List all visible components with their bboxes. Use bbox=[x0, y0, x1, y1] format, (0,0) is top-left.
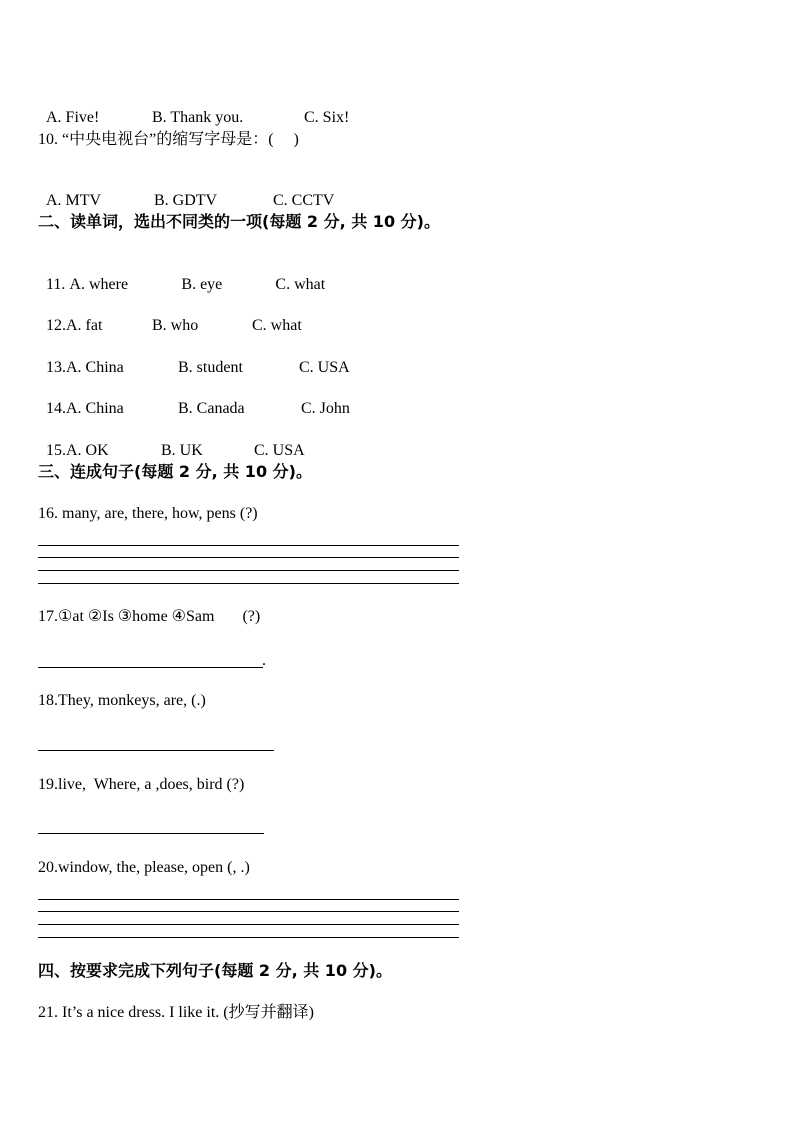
q13-number: 13. bbox=[46, 359, 66, 376]
q12-option-a: A. fat bbox=[66, 317, 103, 334]
q15 bbox=[38, 421, 305, 461]
section-2-title: 二、读单词，选出不同类的一项(每题 2 分, 共 10 分)。 bbox=[38, 212, 440, 231]
answer-line bbox=[38, 937, 459, 938]
q18: 18.They, monkeys, are, (.) bbox=[38, 692, 206, 709]
q11-option-c: C. what bbox=[275, 276, 326, 293]
answer-line bbox=[38, 570, 459, 571]
q10-option-c: C. CCTV bbox=[273, 192, 335, 209]
q10-options bbox=[38, 171, 334, 211]
answer-line bbox=[38, 545, 459, 546]
q13-option-b: B. student bbox=[178, 359, 243, 376]
answer-line bbox=[38, 557, 459, 558]
q17: 17.①at ②Is ③home ④Sam (?) bbox=[38, 608, 261, 625]
q9-options bbox=[38, 88, 349, 128]
q12 bbox=[38, 296, 302, 336]
q15-number: 15. bbox=[46, 442, 66, 459]
answer-line bbox=[38, 899, 459, 900]
section-3-title: 三、连成句子(每题 2 分, 共 10 分)。 bbox=[38, 462, 312, 481]
q21: 21. It’s a nice dress. I like it. (抄写并翻译) bbox=[38, 1004, 314, 1021]
q19: 19.live, Where, a ,does, bird (?) bbox=[38, 776, 245, 793]
answer-line bbox=[38, 833, 264, 834]
q12-number: 12. bbox=[46, 317, 66, 334]
answer-line bbox=[38, 924, 459, 925]
q14-option-c: C. John bbox=[301, 400, 350, 417]
q16: 16. many, are, there, how, pens (?) bbox=[38, 505, 258, 522]
answer-line bbox=[38, 667, 263, 668]
q20: 20.window, the, please, open (, .) bbox=[38, 859, 250, 876]
q14 bbox=[38, 379, 350, 419]
q11-option-b: B. eye bbox=[181, 276, 223, 293]
q14-option-b: B. Canada bbox=[178, 400, 245, 417]
answer-line bbox=[38, 911, 459, 912]
q13-option-c: C. USA bbox=[299, 359, 350, 376]
q15-option-a: A. OK bbox=[66, 442, 109, 459]
section-4-title: 四、按要求完成下列句子(每题 2 分, 共 10 分)。 bbox=[38, 961, 392, 980]
q9-option-c: C. Six! bbox=[304, 109, 350, 126]
q14-option-a: A. China bbox=[66, 400, 124, 417]
q13-option-a: A. China bbox=[66, 359, 124, 376]
q14-number: 14. bbox=[46, 400, 66, 417]
q10-question: 10. “中央电视台”的缩写字母是：( ) bbox=[38, 131, 299, 148]
q11 bbox=[38, 255, 325, 295]
q15-option-b: B. UK bbox=[161, 442, 203, 459]
q10-option-a: A. MTV bbox=[46, 192, 102, 209]
answer-line bbox=[38, 750, 274, 751]
q12-option-b: B. who bbox=[152, 317, 199, 334]
q11-number: 11. bbox=[46, 276, 70, 293]
answer-line bbox=[38, 583, 459, 584]
q10-option-b: B. GDTV bbox=[154, 192, 218, 209]
q17-period: . bbox=[262, 652, 266, 669]
q12-option-c: C. what bbox=[252, 317, 302, 334]
q13 bbox=[38, 338, 350, 378]
q9-option-a: A. Five! bbox=[46, 109, 100, 126]
q9-option-b: B. Thank you. bbox=[152, 109, 244, 126]
q15-option-c: C. USA bbox=[254, 442, 305, 459]
q11-option-a: A. where bbox=[69, 276, 129, 293]
